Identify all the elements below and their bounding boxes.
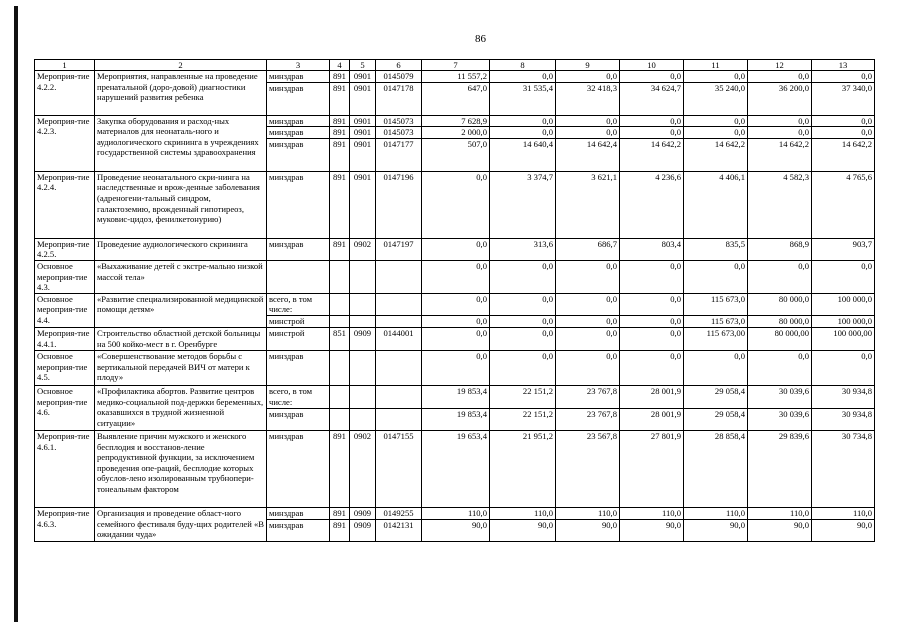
year-value-cell: 35 240,0 (684, 82, 748, 115)
year-value-cell: 0,0 (748, 115, 812, 127)
year-value-cell: 0,0 (620, 115, 684, 127)
ministry-code-cell: 891 (330, 115, 350, 127)
year-value-cell: 0,0 (620, 293, 684, 315)
budget-table (34, 59, 875, 542)
measure-description-cell: Проведение аудиологического скрининга (95, 238, 267, 260)
year-value-cell: 115 673,0 (684, 315, 748, 327)
measure-description-cell: Закупка оборудования и расход-ных материалов для неонаталь-ного и аудиологического скрининга в учреждениях государственной системы здравоохранения (95, 115, 267, 171)
executor-cell: минздрав (267, 519, 330, 541)
year-value-cell: 0,0 (556, 127, 620, 139)
ministry-code-cell: 891 (330, 138, 350, 171)
year-value-cell: 0,0 (490, 293, 556, 315)
table-row (35, 293, 875, 315)
year-value-cell: 686,7 (556, 238, 620, 260)
table-row (35, 171, 875, 238)
ministry-code-cell: 891 (330, 430, 350, 507)
year-value-cell: 0,0 (748, 350, 812, 385)
year-value-cell: 115 673,0 (684, 293, 748, 315)
year-value-cell: 100 000,0 (812, 315, 875, 327)
executor-cell: минздрав (267, 127, 330, 139)
year-value-cell: 0,0 (490, 315, 556, 327)
year-value-cell: 110,0 (684, 507, 748, 519)
section-code-cell: 0901 (350, 115, 376, 127)
ministry-code-cell: 891 (330, 127, 350, 139)
measure-code-cell: Мероприя-тие 4.6.3. (35, 507, 95, 541)
table-row (35, 327, 875, 350)
year-value-cell: 100 000,0 (812, 293, 875, 315)
year-value-cell: 0,0 (684, 350, 748, 385)
measure-code-cell: Мероприя-тие 4.2.4. (35, 171, 95, 238)
year-value-cell: 903,7 (812, 238, 875, 260)
section-code-cell: 0901 (350, 127, 376, 139)
year-value-cell: 28 001,9 (620, 385, 684, 408)
year-value-cell: 31 535,4 (490, 82, 556, 115)
section-code-cell (350, 315, 376, 327)
measure-code-cell: Основное мероприя-тие 4.3. (35, 260, 95, 293)
scan-edge-bar (14, 6, 18, 622)
measure-description-cell: Строительство областной детской больницы на 500 койко-мест в г. Оренбурге (95, 327, 267, 350)
year-value-cell: 313,6 (490, 238, 556, 260)
year-value-cell: 0,0 (620, 350, 684, 385)
column-header: 1 (35, 60, 95, 71)
year-value-cell: 29 058,4 (684, 385, 748, 408)
ministry-code-cell: 891 (330, 71, 350, 83)
executor-cell: минздрав (267, 408, 330, 430)
ministry-code-cell: 851 (330, 327, 350, 350)
executor-cell: минздрав (267, 430, 330, 507)
year-value-cell: 80 000,00 (748, 327, 812, 350)
column-header: 7 (422, 60, 490, 71)
section-code-cell (350, 350, 376, 385)
target-article-cell (376, 408, 422, 430)
target-article-cell (376, 315, 422, 327)
ministry-code-cell: 891 (330, 238, 350, 260)
year-value-cell: 0,0 (556, 315, 620, 327)
year-value-cell: 0,0 (812, 350, 875, 385)
year-value-cell: 110,0 (748, 507, 812, 519)
section-code-cell: 0902 (350, 430, 376, 507)
year-value-cell: 100 000,00 (812, 327, 875, 350)
column-header: 4 (330, 60, 350, 71)
measure-description-cell: «Совершенствование методов борьбы с вертикальной передачей ВИЧ от матери к плоду» (95, 350, 267, 385)
measure-code-cell: Основное мероприя-тие 4.4. (35, 293, 95, 327)
year-value-cell: 4 765,6 (812, 171, 875, 238)
ministry-code-cell (330, 315, 350, 327)
year-value-cell: 0,0 (684, 115, 748, 127)
year-value-cell: 30 934,8 (812, 385, 875, 408)
executor-cell: всего, в том числе: (267, 385, 330, 408)
measure-description-cell: Выявление причин мужского и женского бесплодия и восстанов-ление репродуктивной функции, за исключением проведения опе-раций, бесплодие которых обуслов-лено изолированным трубнопери-тонеальным фактором (95, 430, 267, 507)
executor-cell: минздрав (267, 507, 330, 519)
section-code-cell: 0909 (350, 519, 376, 541)
ministry-code-cell: 891 (330, 507, 350, 519)
target-article-cell: 0145079 (376, 71, 422, 83)
year-value-cell: 0,0 (422, 293, 490, 315)
measure-description-cell: «Развитие специализированной медицинской помощи детям» (95, 293, 267, 327)
measure-description-cell: «Выхаживание детей с экстре-мально низкой массой тела» (95, 260, 267, 293)
year-value-cell: 22 151,2 (490, 408, 556, 430)
table-row (35, 115, 875, 127)
target-article-cell (376, 293, 422, 315)
table-row (35, 260, 875, 293)
year-value-cell: 21 951,2 (490, 430, 556, 507)
section-code-cell: 0909 (350, 507, 376, 519)
year-value-cell: 2 000,0 (422, 127, 490, 139)
executor-cell: минздрав (267, 82, 330, 115)
year-value-cell: 90,0 (748, 519, 812, 541)
year-value-cell: 0,0 (684, 260, 748, 293)
target-article-cell: 0147196 (376, 171, 422, 238)
table-row (35, 71, 875, 83)
executor-cell: минздрав (267, 138, 330, 171)
year-value-cell: 0,0 (490, 260, 556, 293)
executor-cell: минстрой (267, 327, 330, 350)
year-value-cell: 0,0 (422, 171, 490, 238)
year-value-cell: 0,0 (620, 260, 684, 293)
section-code-cell: 0901 (350, 82, 376, 115)
year-value-cell: 90,0 (422, 519, 490, 541)
year-value-cell: 3 621,1 (556, 171, 620, 238)
year-value-cell: 0,0 (422, 327, 490, 350)
executor-cell (267, 260, 330, 293)
column-header: 13 (812, 60, 875, 71)
year-value-cell: 23 767,8 (556, 385, 620, 408)
ministry-code-cell: 891 (330, 519, 350, 541)
year-value-cell: 110,0 (620, 507, 684, 519)
target-article-cell: 0147155 (376, 430, 422, 507)
target-article-cell: 0144001 (376, 327, 422, 350)
year-value-cell: 90,0 (620, 519, 684, 541)
year-value-cell: 0,0 (812, 115, 875, 127)
table-body (35, 71, 875, 542)
year-value-cell: 3 374,7 (490, 171, 556, 238)
year-value-cell: 19 853,4 (422, 385, 490, 408)
table-row (35, 238, 875, 260)
year-value-cell: 0,0 (490, 350, 556, 385)
measure-code-cell: Мероприя-тие 4.2.5. (35, 238, 95, 260)
section-code-cell (350, 293, 376, 315)
year-value-cell: 110,0 (490, 507, 556, 519)
target-article-cell: 0145073 (376, 115, 422, 127)
executor-cell: минздрав (267, 171, 330, 238)
ministry-code-cell (330, 260, 350, 293)
table-header-row (35, 60, 875, 71)
year-value-cell: 803,4 (620, 238, 684, 260)
year-value-cell: 0,0 (620, 127, 684, 139)
executor-cell: минстрой (267, 315, 330, 327)
executor-cell: минздрав (267, 350, 330, 385)
column-header: 9 (556, 60, 620, 71)
year-value-cell: 0,0 (556, 115, 620, 127)
ministry-code-cell: 891 (330, 171, 350, 238)
table-row (35, 385, 875, 408)
year-value-cell: 0,0 (556, 293, 620, 315)
year-value-cell: 115 673,00 (684, 327, 748, 350)
section-code-cell (350, 408, 376, 430)
year-value-cell: 0,0 (812, 260, 875, 293)
year-value-cell: 80 000,0 (748, 293, 812, 315)
year-value-cell: 0,0 (684, 127, 748, 139)
column-header: 12 (748, 60, 812, 71)
section-code-cell: 0901 (350, 71, 376, 83)
year-value-cell: 80 000,0 (748, 315, 812, 327)
year-value-cell: 28 858,4 (684, 430, 748, 507)
target-article-cell: 0149255 (376, 507, 422, 519)
year-value-cell: 23 767,8 (556, 408, 620, 430)
year-value-cell: 0,0 (620, 315, 684, 327)
measure-description-cell: Организация и проведение област-ного семейного фестиваля буду-щих родителей «В ожидании чуда» (95, 507, 267, 541)
table-row (35, 350, 875, 385)
year-value-cell: 28 001,9 (620, 408, 684, 430)
year-value-cell: 0,0 (812, 71, 875, 83)
year-value-cell: 835,5 (684, 238, 748, 260)
year-value-cell: 29 839,6 (748, 430, 812, 507)
column-header: 11 (684, 60, 748, 71)
year-value-cell: 30 039,6 (748, 385, 812, 408)
year-value-cell: 0,0 (422, 260, 490, 293)
year-value-cell: 36 200,0 (748, 82, 812, 115)
year-value-cell: 0,0 (556, 71, 620, 83)
ministry-code-cell (330, 293, 350, 315)
year-value-cell: 14 642,2 (812, 138, 875, 171)
year-value-cell: 90,0 (556, 519, 620, 541)
year-value-cell: 7 628,9 (422, 115, 490, 127)
year-value-cell: 110,0 (422, 507, 490, 519)
page-number: 86 (475, 33, 486, 45)
target-article-cell: 0145073 (376, 127, 422, 139)
column-header: 10 (620, 60, 684, 71)
target-article-cell (376, 350, 422, 385)
year-value-cell: 0,0 (748, 71, 812, 83)
year-value-cell: 0,0 (422, 238, 490, 260)
measure-code-cell: Основное мероприя-тие 4.6. (35, 385, 95, 430)
section-code-cell (350, 385, 376, 408)
year-value-cell: 0,0 (556, 260, 620, 293)
year-value-cell: 647,0 (422, 82, 490, 115)
year-value-cell: 14 642,2 (620, 138, 684, 171)
column-header: 3 (267, 60, 330, 71)
year-value-cell: 90,0 (490, 519, 556, 541)
column-header: 6 (376, 60, 422, 71)
year-value-cell: 29 058,4 (684, 408, 748, 430)
target-article-cell: 0147178 (376, 82, 422, 115)
year-value-cell: 23 567,8 (556, 430, 620, 507)
section-code-cell: 0901 (350, 171, 376, 238)
year-value-cell: 37 340,0 (812, 82, 875, 115)
ministry-code-cell (330, 385, 350, 408)
executor-cell: минздрав (267, 115, 330, 127)
year-value-cell: 14 642,2 (684, 138, 748, 171)
column-header: 2 (95, 60, 267, 71)
table-row (35, 430, 875, 507)
year-value-cell: 19 653,4 (422, 430, 490, 507)
year-value-cell: 30 039,6 (748, 408, 812, 430)
year-value-cell: 0,0 (490, 327, 556, 350)
executor-cell: минздрав (267, 238, 330, 260)
year-value-cell: 0,0 (684, 71, 748, 83)
measure-description-cell: Проведение неонатального скри-нинга на наследственные и врож-денные заболевания (адреногени-тальный синдром, галактоземию, врожденный гипотиреоз, муковис-цидоз, фенилкетонурию) (95, 171, 267, 238)
column-header: 8 (490, 60, 556, 71)
ministry-code-cell: 891 (330, 82, 350, 115)
year-value-cell: 0,0 (422, 350, 490, 385)
measure-code-cell: Мероприя-тие 4.4.1. (35, 327, 95, 350)
year-value-cell: 22 151,2 (490, 385, 556, 408)
year-value-cell: 110,0 (812, 507, 875, 519)
measure-description-cell: Мероприятия, направленные на проведение пренатальной (доро-довой) диагностики нарушений развития ребенка (95, 71, 267, 116)
year-value-cell: 90,0 (684, 519, 748, 541)
year-value-cell: 110,0 (556, 507, 620, 519)
executor-cell: минздрав (267, 71, 330, 83)
measure-description-cell: «Профилактика абортов. Развитие центров медико-социальной под-держки беременных, оказавшихся в трудной жизненной ситуации» (95, 385, 267, 430)
year-value-cell: 0,0 (490, 127, 556, 139)
measure-code-cell: Основное мероприя-тие 4.5. (35, 350, 95, 385)
year-value-cell: 4 582,3 (748, 171, 812, 238)
year-value-cell: 11 557,2 (422, 71, 490, 83)
year-value-cell: 0,0 (490, 115, 556, 127)
year-value-cell: 0,0 (748, 260, 812, 293)
section-code-cell: 0902 (350, 238, 376, 260)
year-value-cell: 0,0 (422, 315, 490, 327)
section-code-cell: 0901 (350, 138, 376, 171)
target-article-cell (376, 385, 422, 408)
target-article-cell: 0147197 (376, 238, 422, 260)
measure-code-cell: Мероприя-тие 4.2.2. (35, 71, 95, 116)
year-value-cell: 868,9 (748, 238, 812, 260)
year-value-cell: 14 642,2 (748, 138, 812, 171)
year-value-cell: 0,0 (812, 127, 875, 139)
year-value-cell: 90,0 (812, 519, 875, 541)
year-value-cell: 14 642,4 (556, 138, 620, 171)
executor-cell: всего, в том числе: (267, 293, 330, 315)
section-code-cell (350, 260, 376, 293)
ministry-code-cell (330, 350, 350, 385)
year-value-cell: 4 236,6 (620, 171, 684, 238)
year-value-cell: 14 640,4 (490, 138, 556, 171)
year-value-cell: 0,0 (620, 327, 684, 350)
year-value-cell: 4 406,1 (684, 171, 748, 238)
section-code-cell: 0909 (350, 327, 376, 350)
year-value-cell: 0,0 (556, 327, 620, 350)
column-header: 5 (350, 60, 376, 71)
year-value-cell: 0,0 (556, 350, 620, 385)
ministry-code-cell (330, 408, 350, 430)
year-value-cell: 0,0 (748, 127, 812, 139)
target-article-cell: 0147177 (376, 138, 422, 171)
year-value-cell: 507,0 (422, 138, 490, 171)
table-row (35, 507, 875, 519)
year-value-cell: 34 624,7 (620, 82, 684, 115)
year-value-cell: 0,0 (490, 71, 556, 83)
year-value-cell: 32 418,3 (556, 82, 620, 115)
target-article-cell (376, 260, 422, 293)
measure-code-cell: Мероприя-тие 4.2.3. (35, 115, 95, 171)
year-value-cell: 30 734,8 (812, 430, 875, 507)
target-article-cell: 0142131 (376, 519, 422, 541)
year-value-cell: 0,0 (620, 71, 684, 83)
year-value-cell: 27 801,9 (620, 430, 684, 507)
measure-code-cell: Мероприя-тие 4.6.1. (35, 430, 95, 507)
year-value-cell: 30 934,8 (812, 408, 875, 430)
year-value-cell: 19 853,4 (422, 408, 490, 430)
